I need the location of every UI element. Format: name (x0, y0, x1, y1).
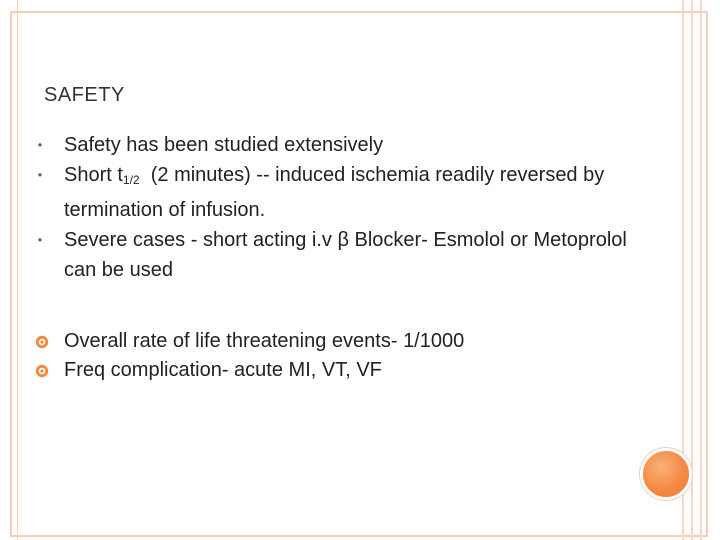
list-item (34, 225, 654, 285)
list-item (34, 327, 654, 356)
left-rail-line (17, 0, 18, 540)
bullet-text: Severe cases - short acting i.v β Blocker- Esmolol or Metoprolol can be used (64, 229, 627, 281)
slide-title: SAFETY (44, 84, 125, 106)
list-item (34, 130, 654, 160)
bullet-text-suffix: (2 minutes) -- induced ischemia readily reversed by termination of infusion. (64, 164, 610, 221)
orange-flower-icon (35, 364, 49, 378)
right-rail-line (700, 0, 702, 540)
bullet-text: Freq complication- acute MI, VT, VF (64, 359, 382, 381)
list-item (34, 356, 654, 385)
right-rail-line (691, 0, 693, 540)
small-dot-icon: • (37, 138, 43, 152)
bullet-text-prefix: Short t (64, 164, 123, 186)
accent-circle (640, 448, 692, 500)
small-dot-icon: • (37, 233, 43, 247)
bullet-text: Overall rate of life threatening events- 1/1000 (64, 330, 465, 352)
list-item (34, 160, 654, 225)
orange-flower-icon (35, 335, 49, 349)
bullet-text: Safety has been studied extensively (64, 134, 384, 156)
bullet-subscript: 1/2 (122, 173, 140, 187)
small-dot-icon: • (37, 168, 43, 182)
primary-bullet-list (34, 130, 654, 285)
secondary-bullet-list (34, 327, 654, 385)
